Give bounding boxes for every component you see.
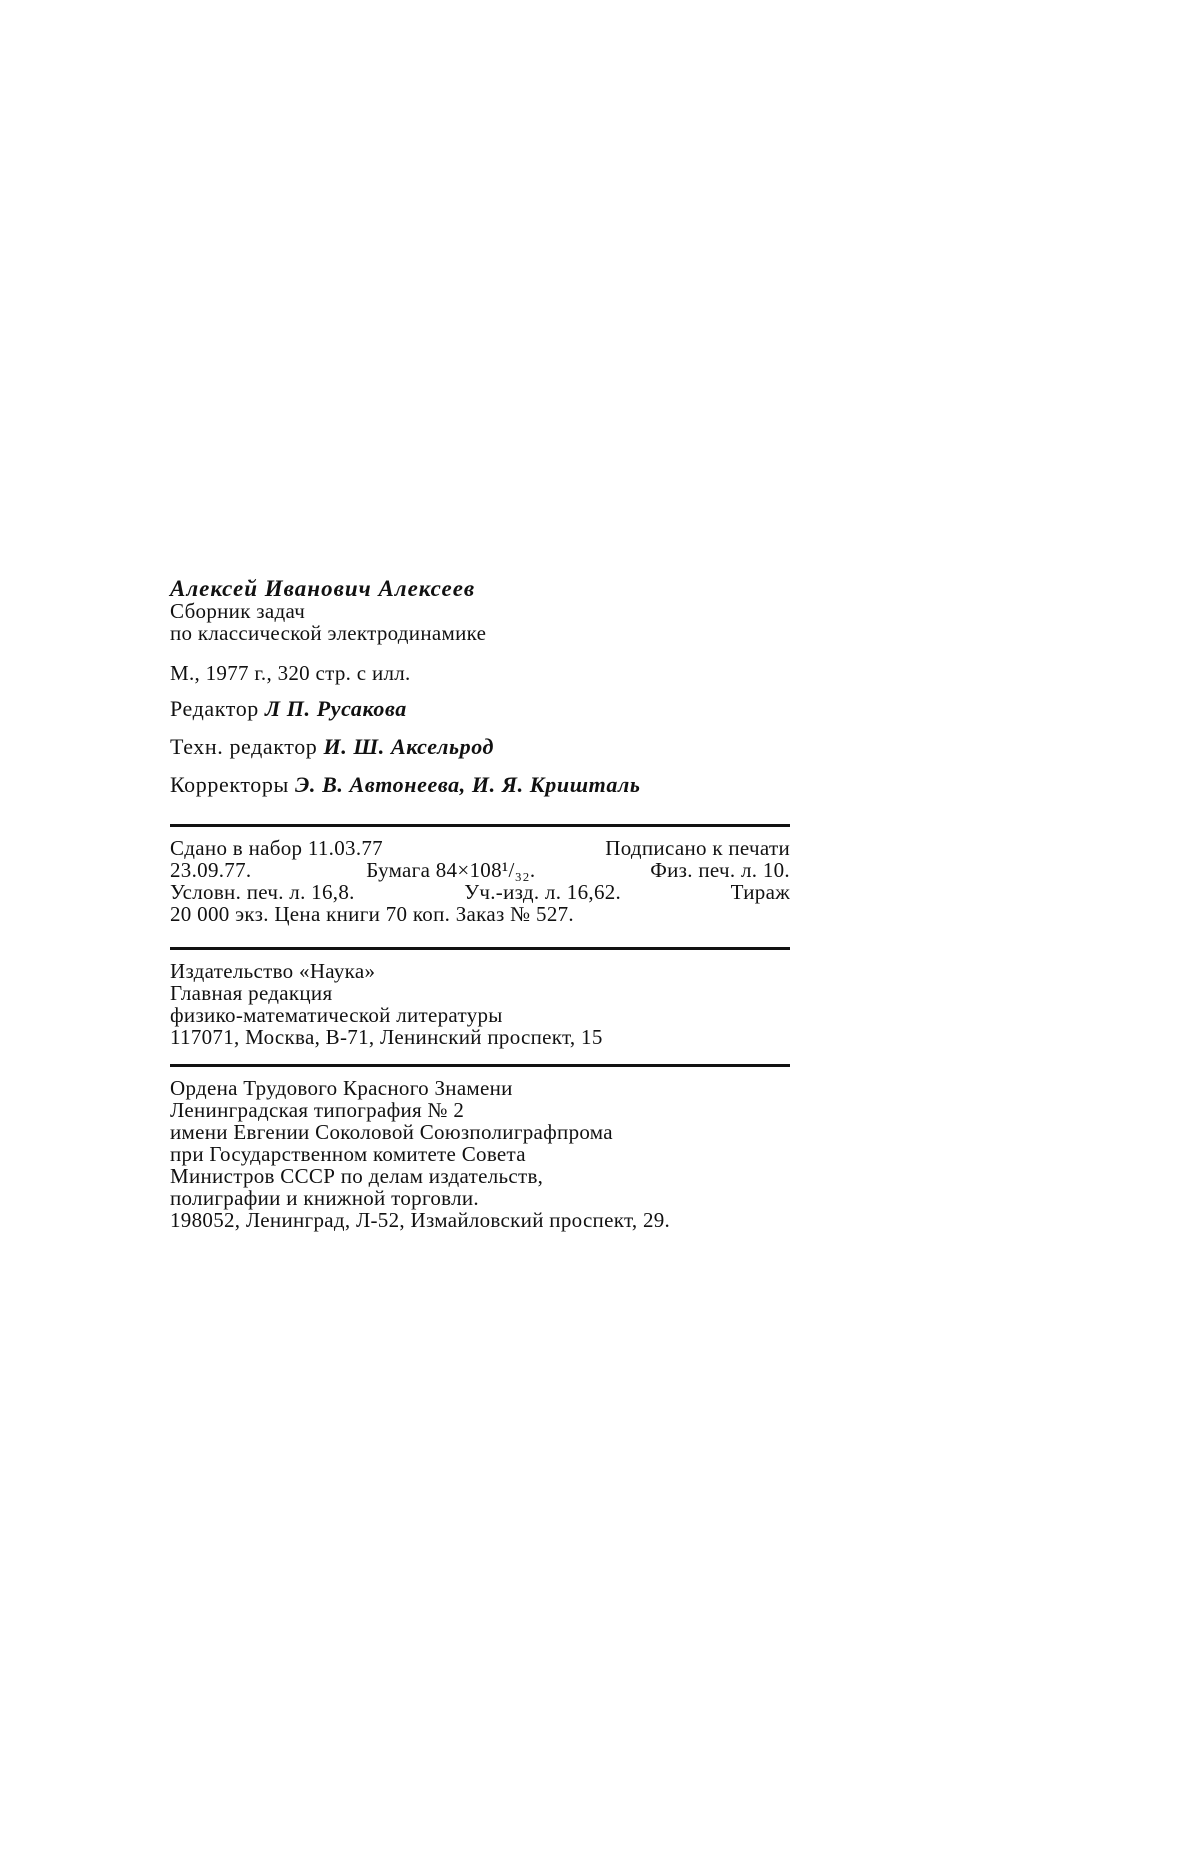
divider-rule (170, 1064, 790, 1067)
credit-role: Редактор (170, 696, 259, 721)
printer-line: полиграфии и книжной торговли. (170, 1186, 479, 1210)
credit-proofreaders (170, 772, 790, 798)
printer-line: Министров СССР по делам издательств, (170, 1164, 544, 1188)
publisher-address: 117071, Москва, В-71, Ленинский проспект, 15 (170, 1025, 603, 1049)
publisher-line: Издательство «Наука» (170, 959, 376, 983)
book-title-line-2: по классической электродинамике (170, 621, 487, 645)
divider-rule (170, 824, 790, 827)
credit-tech-editor (170, 734, 790, 760)
spec-signed-label: Подписано к печати (605, 836, 790, 860)
printer-address: 198052, Ленинград, Л-52, Измайловский проспект, 29. (170, 1208, 671, 1232)
credit-names: И. Ш. Аксельрод (323, 734, 495, 759)
spec-print-run-price-order: 20 000 экз. Цена книги 70 коп. Заказ № 527. (170, 902, 574, 926)
printer-line: имени Евгении Соколовой Союзполиграфпрома (170, 1120, 613, 1144)
book-title-line-1: Сборник задач (170, 599, 306, 623)
printer-block (170, 1077, 790, 1231)
spec-conventional-sheets: Условн. печ. л. 16,8. (170, 880, 355, 904)
publisher-block (170, 960, 790, 1048)
publication-info: М., 1977 г., 320 стр. с илл. (170, 661, 411, 685)
spec-paper: Бумага 84×108¹/₃₂. (366, 858, 536, 882)
imprint-block (170, 578, 790, 1231)
print-specs-row (170, 837, 790, 859)
print-specs-block (170, 837, 790, 925)
publisher-line: Главная редакция (170, 981, 333, 1005)
credit-role: Корректоры (170, 772, 289, 797)
spec-typeset-date: Сдано в набор 11.03.77 (170, 836, 383, 860)
credit-names: Э. В. Автонеева, И. Я. Кришталь (294, 772, 641, 797)
spec-publisher-sheets: Уч.-изд. л. 16,62. (464, 880, 622, 904)
print-specs-row (170, 881, 790, 903)
print-specs-row (170, 859, 790, 881)
author-name: Алексей Иванович Алексеев (170, 576, 476, 601)
credit-names: Л П. Русакова (265, 696, 407, 721)
credit-role: Техн. редактор (170, 734, 318, 759)
divider-rule (170, 947, 790, 950)
publisher-line: физико-математической литературы (170, 1003, 503, 1027)
printer-line: при Государственном комитете Совета (170, 1142, 526, 1166)
credit-editor (170, 696, 790, 722)
printer-line: Ордена Трудового Красного Знамени (170, 1076, 513, 1100)
printer-line: Ленинградская типография № 2 (170, 1098, 465, 1122)
spec-print-run-label: Тираж (730, 880, 790, 904)
spec-physical-sheets: Физ. печ. л. 10. (650, 858, 790, 882)
spec-signed-date: 23.09.77. (170, 858, 252, 882)
